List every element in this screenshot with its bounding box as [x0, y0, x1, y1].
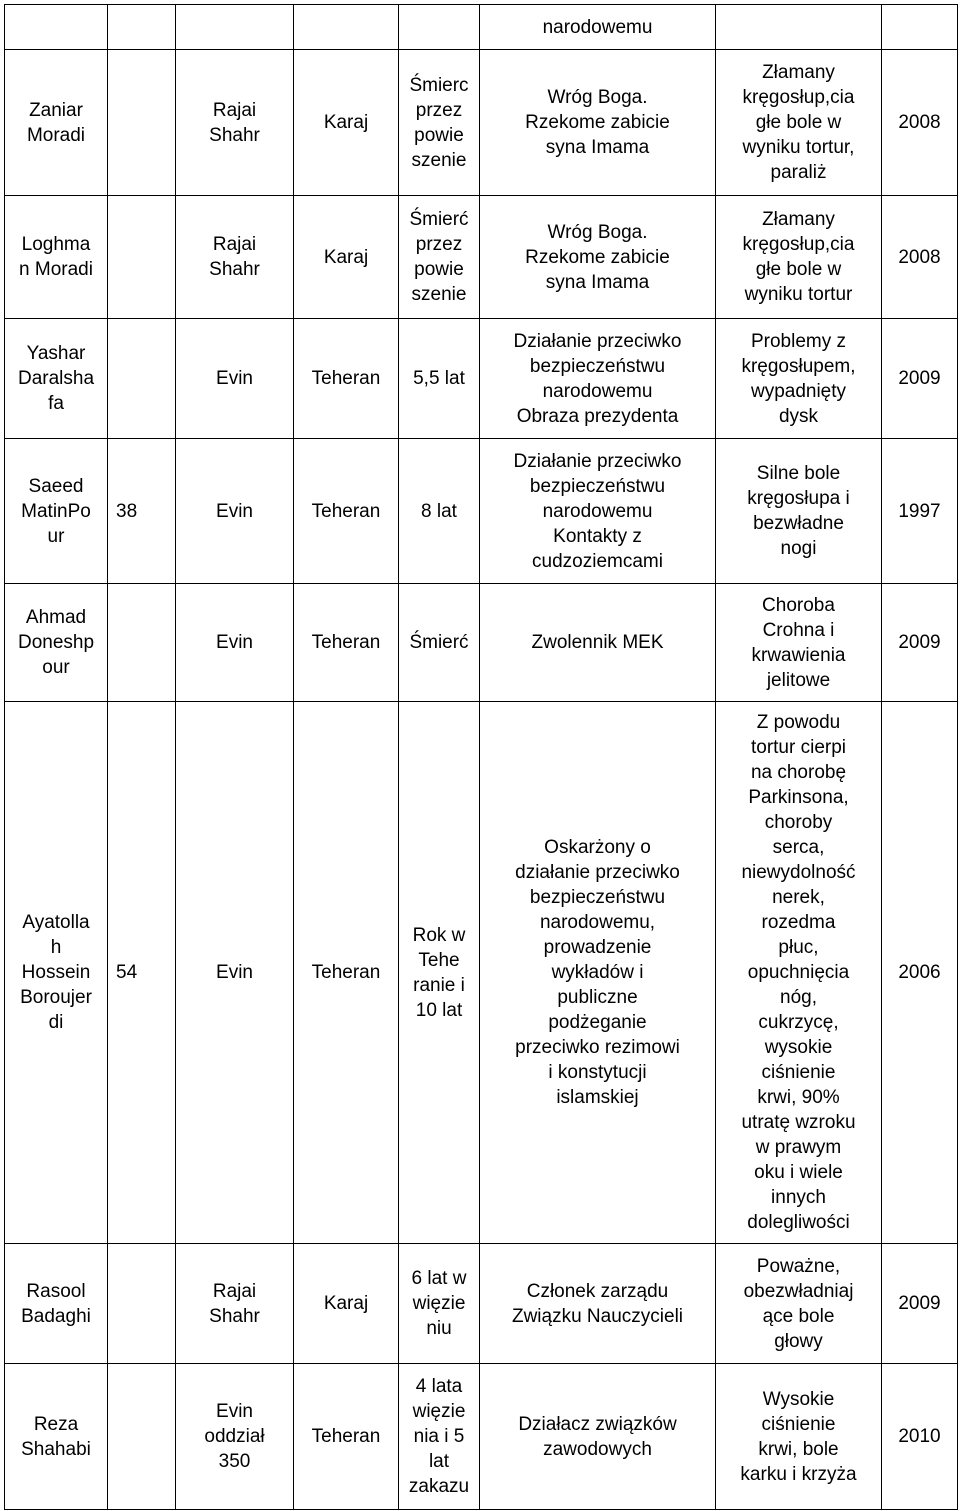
cell-city: Teheran	[294, 702, 399, 1244]
cell-health	[716, 5, 882, 50]
cell-year: 2008	[882, 50, 958, 196]
cell-sentence: 6 lat w więzie niu	[399, 1244, 480, 1364]
cell-name: Zaniar Moradi	[5, 50, 108, 196]
cell-city: Karaj	[294, 196, 399, 319]
cell-age	[108, 50, 176, 196]
cell-sentence: Rok w Tehe ranie i 10 lat	[399, 702, 480, 1244]
cell-age: 54	[108, 702, 176, 1244]
cell-sentence: Śmierć przez powie szenie	[399, 196, 480, 319]
table-row	[5, 50, 958, 196]
cell-city: Karaj	[294, 1244, 399, 1364]
cell-city: Teheran	[294, 1364, 399, 1510]
cell-sentence: Śmierc przez powie szenie	[399, 50, 480, 196]
cell-charge: Zwolennik MEK	[480, 584, 716, 702]
cell-name: Reza Shahabi	[5, 1364, 108, 1510]
cell-sentence: Śmierć	[399, 584, 480, 702]
cell-city: Teheran	[294, 319, 399, 439]
cell-health: Poważne, obezwładniaj ące bole głowy	[716, 1244, 882, 1364]
cell-prison: Rajai Shahr	[176, 50, 294, 196]
cell-prison: Evin	[176, 439, 294, 584]
cell-age	[108, 319, 176, 439]
cell-age	[108, 196, 176, 319]
cell-year: 1997	[882, 439, 958, 584]
cell-sentence: 4 lata więzie nia i 5 lat zakazu	[399, 1364, 480, 1510]
cell-name: Ahmad Doneshp our	[5, 584, 108, 702]
prisoners-table	[4, 4, 958, 1510]
table-row	[5, 439, 958, 584]
cell-prison: Evin	[176, 319, 294, 439]
cell-charge: Działanie przeciwko bezpieczeństwu narodowemu Kontakty z cudzoziemcami	[480, 439, 716, 584]
cell-prison	[176, 5, 294, 50]
cell-age	[108, 1364, 176, 1510]
cell-name: Saeed MatinPo ur	[5, 439, 108, 584]
cell-name: Ayatolla h Hossein Boroujer di	[5, 702, 108, 1244]
cell-age	[108, 5, 176, 50]
cell-health: Złamany kręgosłup,cia głe bole w wyniku tortur	[716, 196, 882, 319]
cell-year: 2009	[882, 319, 958, 439]
cell-health: Wysokie ciśnienie krwi, bole karku i krzyża	[716, 1364, 882, 1510]
cell-charge: narodowemu	[480, 5, 716, 50]
cell-health: Złamany kręgosłup,cia głe bole w wyniku tortur, paraliż	[716, 50, 882, 196]
cell-year: 2008	[882, 196, 958, 319]
cell-prison: Evin	[176, 584, 294, 702]
table-row	[5, 319, 958, 439]
cell-charge: Członek zarządu Związku Nauczycieli	[480, 1244, 716, 1364]
cell-name: Yashar Daralsha fa	[5, 319, 108, 439]
table-row	[5, 584, 958, 702]
table-row	[5, 5, 958, 50]
cell-year: 2009	[882, 1244, 958, 1364]
cell-charge: Działacz związków zawodowych	[480, 1364, 716, 1510]
cell-prison: Rajai Shahr	[176, 1244, 294, 1364]
cell-sentence	[399, 5, 480, 50]
cell-age: 38	[108, 439, 176, 584]
cell-name: Loghma n Moradi	[5, 196, 108, 319]
cell-charge: Wróg Boga. Rzekome zabicie syna Imama	[480, 50, 716, 196]
cell-city: Teheran	[294, 439, 399, 584]
cell-sentence: 5,5 lat	[399, 319, 480, 439]
cell-sentence: 8 lat	[399, 439, 480, 584]
table-row	[5, 196, 958, 319]
cell-prison: Evin oddział 350	[176, 1364, 294, 1510]
cell-name: Rasool Badaghi	[5, 1244, 108, 1364]
cell-year	[882, 5, 958, 50]
cell-prison: Rajai Shahr	[176, 196, 294, 319]
cell-charge: Wróg Boga. Rzekome zabicie syna Imama	[480, 196, 716, 319]
cell-city: Teheran	[294, 584, 399, 702]
table-row	[5, 1244, 958, 1364]
cell-health: Problemy z kręgosłupem, wypadnięty dysk	[716, 319, 882, 439]
cell-city: Karaj	[294, 50, 399, 196]
cell-year: 2009	[882, 584, 958, 702]
cell-charge: Działanie przeciwko bezpieczeństwu narodowemu Obraza prezydenta	[480, 319, 716, 439]
cell-year: 2006	[882, 702, 958, 1244]
cell-charge: Oskarżony o działanie przeciwko bezpieczeństwu narodowemu, prowadzenie wykładów i publiczne podżeganie przeciwko rezimowi i konstytucji islamskiej	[480, 702, 716, 1244]
cell-year: 2010	[882, 1364, 958, 1510]
cell-health: Z powodu tortur cierpi na chorobę Parkinsona, choroby serca, niewydolność nerek, rozedma płuc, opuchnięcia nóg, cukrzycę, wysokie ciśnienie krwi, 90% utratę wzroku w prawym oku i wiele innych dolegliwości	[716, 702, 882, 1244]
cell-health: Silne bole kręgosłupa i bezwładne nogi	[716, 439, 882, 584]
cell-age	[108, 584, 176, 702]
cell-city	[294, 5, 399, 50]
table-row	[5, 702, 958, 1244]
cell-name	[5, 5, 108, 50]
cell-age	[108, 1244, 176, 1364]
cell-health: Choroba Crohna i krwawienia jelitowe	[716, 584, 882, 702]
table-row	[5, 1364, 958, 1510]
cell-prison: Evin	[176, 702, 294, 1244]
